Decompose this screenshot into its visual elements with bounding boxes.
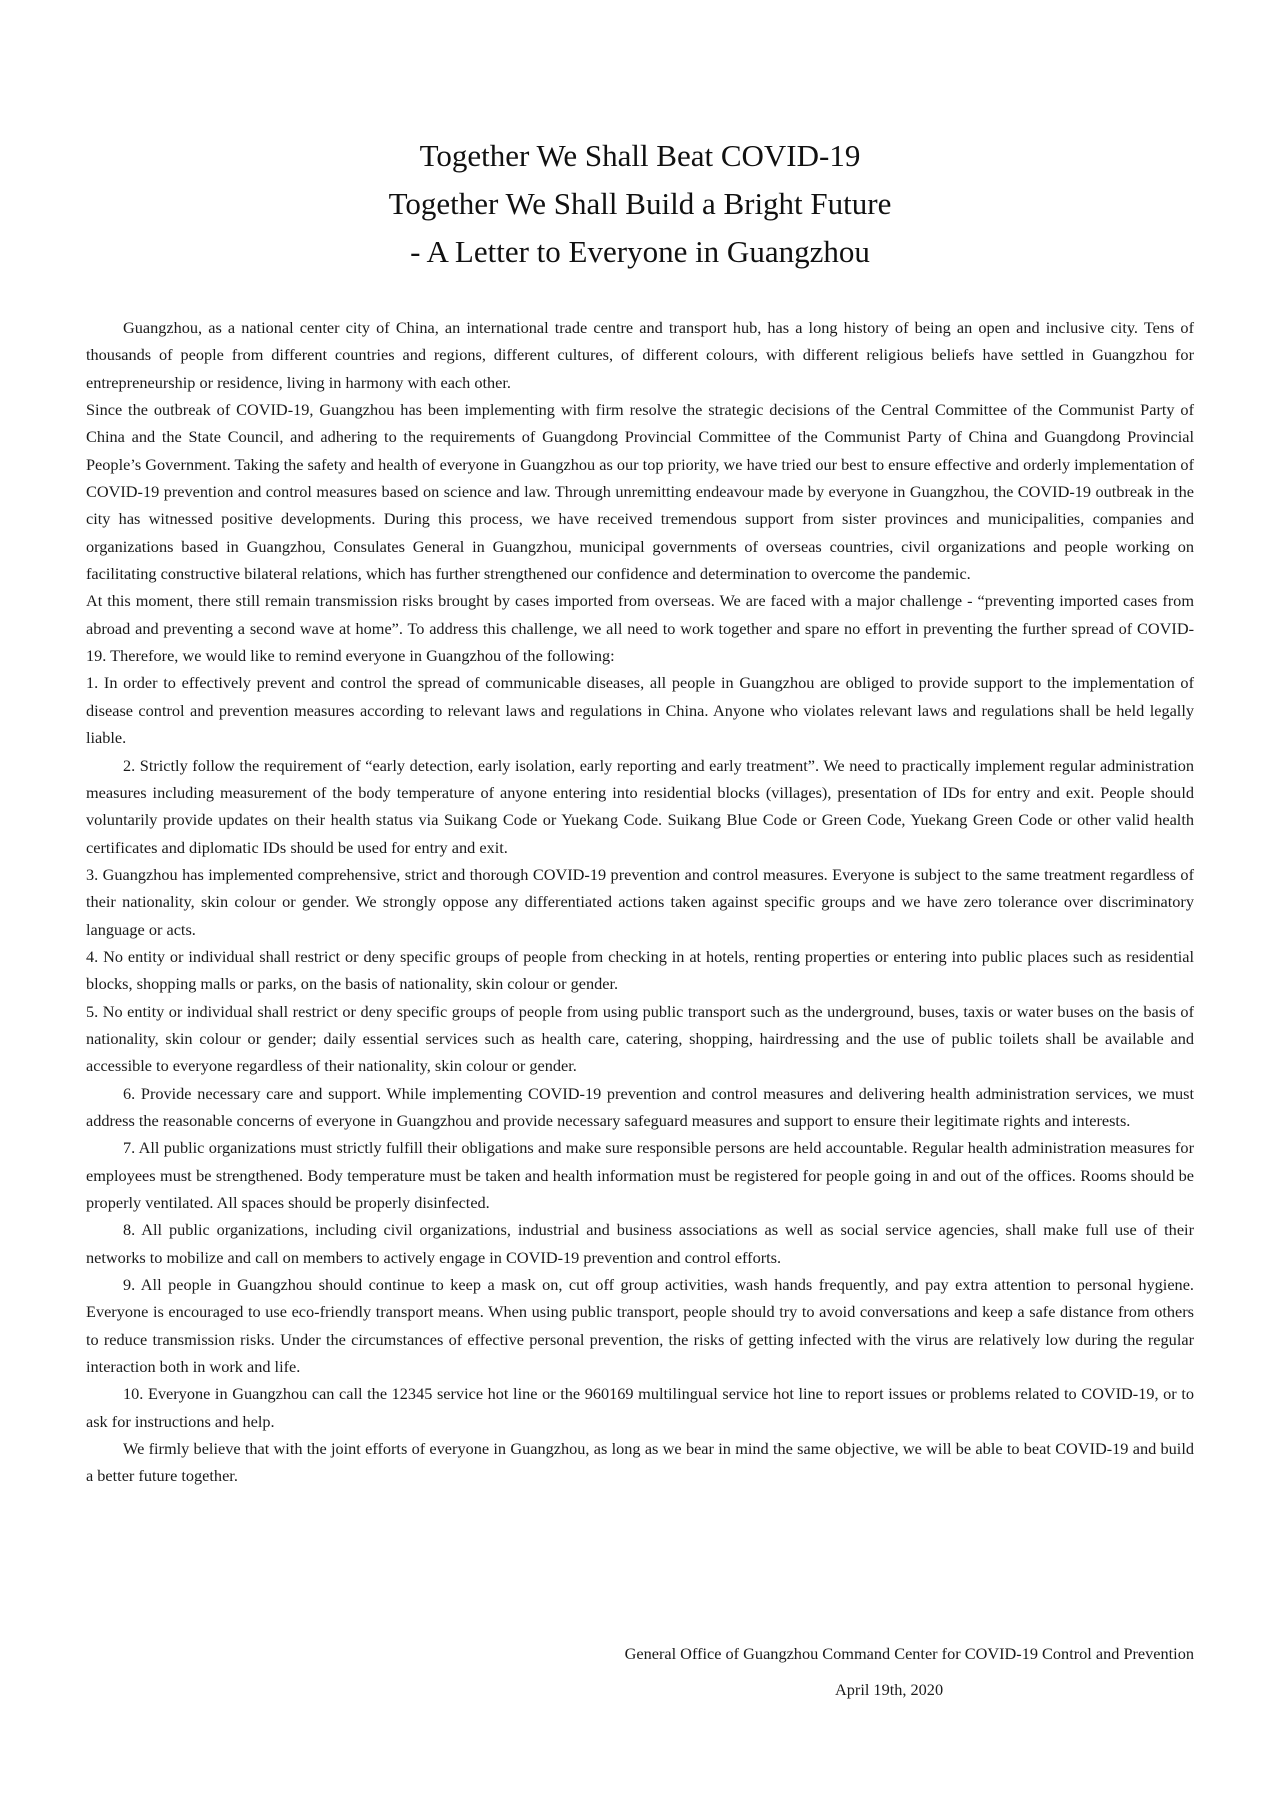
list-item-10: 10. Everyone in Guangzhou can call the 12345 service hot line or the 960169 multilingual service hot line to report issues or problems related to COVID-19, or to ask for instructions and help. bbox=[86, 1384, 1194, 1431]
list-item-9: 9. All people in Guangzhou should continue to keep a mask on, cut off group activities, wash hands frequently, and pay extra attention to personal hygiene. Everyone is encouraged to use eco-friendly transport means. When using public transport, people should try to avoid conversations and keep a safe distance from others to reduce transmission risks. Under the circumstances of effective personal prevention, the risks of getting infected with the virus are relatively low during the regular interaction both in work and life. bbox=[86, 1275, 1194, 1377]
list-item-4: 4. No entity or individual shall restrict or deny specific groups of people from checking in at hotels, renting properties or entering into public places such as residential blocks, shopping malls or parks, on the basis of nationality, skin colour or gender. bbox=[86, 946, 1194, 994]
list-item-3: 3. Guangzhou has implemented comprehensive, strict and thorough COVID-19 prevention and control measures. Everyone is subject to the same treatment regardless of their nationality, skin colour or gender. We strongly oppose any differentiated actions taken against specific groups and we have zero tolerance over discriminatory language or acts. bbox=[86, 864, 1194, 939]
list-item-5: 5. No entity or individual shall restrict or deny specific groups of people from using public transport such as the underground, buses, taxis or water buses on the basis of nationality, skin colour or gender; daily essential services such as health care, catering, shopping, hairdressing and the use of public toilets shall be available and accessible to everyone regardless of their nationality, skin colour or gender. bbox=[86, 1001, 1194, 1076]
list-item-7: 7. All public organizations must strictly fulfill their obligations and make sure responsible persons are held accountable. Regular health administration measures for employees must be strengthened. Body temperature must be taken and health information must be registered for people going in and out of the offices. Rooms should be properly ventilated. All spaces should be properly disinfected. bbox=[86, 1138, 1194, 1212]
paragraph-intro: Guangzhou, as a national center city of China, an international trade centre and transport hub, has a long history of being an open and inclusive city. Tens of thousands of people from different countries and regions, different cultures, of different colours, with different religious beliefs have settled in Guangzhou for entrepreneurship or residence, living in harmony with each other. bbox=[86, 318, 1194, 392]
letter-title bbox=[0, 132, 1280, 276]
paragraph-closing: We firmly believe that with the joint efforts of everyone in Guangzhou, as long as we bear in mind the same objective, we will be able to beat COVID-19 and build a better future together. bbox=[86, 1439, 1194, 1486]
list-item-1: 1. In order to effectively prevent and control the spread of communicable diseases, all people in Guangzhou are obliged to provide support to the implementation of disease control and prevention measures according to relevant laws and regulations in China. Anyone who violates relevant laws and regulations shall be held legally liable. bbox=[86, 673, 1194, 748]
list-item-8: 8. All public organizations, including civil organizations, industrial and business associations as well as social service agencies, shall make full use of their networks to mobilize and call on members to actively engage in COVID-19 prevention and control efforts. bbox=[86, 1220, 1194, 1267]
title-line-2: Together We Shall Build a Bright Future bbox=[388, 186, 892, 221]
title-line-3: - A Letter to Everyone in Guangzhou bbox=[410, 234, 870, 269]
list-item-2: 2. Strictly follow the requirement of “early detection, early isolation, early reporting and early treatment”. We need to practically implement regular administration measures including measurement of the body temperature of anyone entering into residential blocks (villages), presentation of IDs for entry and exit. People should voluntarily provide updates on their health status via Suikang Code or Yuekang Code. Suikang Blue Code or Green Code, Yuekang Green Code or other valid health certificates and diplomatic IDs should be used for entry and exit. bbox=[86, 755, 1194, 857]
list-item-6: 6. Provide necessary care and support. While implementing COVID-19 prevention and control measures and delivering health administration services, we must address the reasonable concerns of everyone in Guangzhou and provide necessary safeguard measures and support to ensure their legitimate rights and interests. bbox=[86, 1083, 1194, 1130]
signature-date: April 19th, 2020 bbox=[835, 1680, 944, 1699]
letter-body bbox=[86, 314, 1194, 1490]
paragraph-current-risk: At this moment, there still remain transmission risks brought by cases imported from overseas. We are faced with a major challenge - “preventing imported cases from abroad and preventing a second wave at home”. To address this challenge, we all need to work together and spare no effort in preventing the further spread of COVID-19. Therefore, we would like to remind everyone in Guangzhou of the following: bbox=[86, 591, 1194, 666]
signature-organization: General Office of Guangzhou Command Center for COVID-19 Control and Prevention bbox=[624, 1644, 1194, 1663]
paragraph-outbreak: Since the outbreak of COVID-19, Guangzhou has been implementing with firm resolve the strategic decisions of the Central Committee of the Communist Party of China and the State Council, and adhering to the requirements of Guangdong Provincial Committee of the Communist Party of China and Guangdong Provincial People’s Government. Taking the safety and health of everyone in Guangzhou as our top priority, we have tried our best to ensure effective and orderly implementation of COVID-19 prevention and control measures based on science and law. Through unremitting endeavour made by everyone in Guangzhou, the COVID-19 outbreak in the city has witnessed positive developments. During this process, we have received tremendous support from sister provinces and municipalities, companies and organizations based in Guangzhou, Consulates General in Guangzhou, municipal governments of overseas countries, civil organizations and people working on facilitating constructive bilateral relations, which has further strengthened our confidence and determination to overcome the pandemic. bbox=[86, 400, 1194, 584]
title-line-1: Together We Shall Beat COVID-19 bbox=[419, 138, 861, 173]
